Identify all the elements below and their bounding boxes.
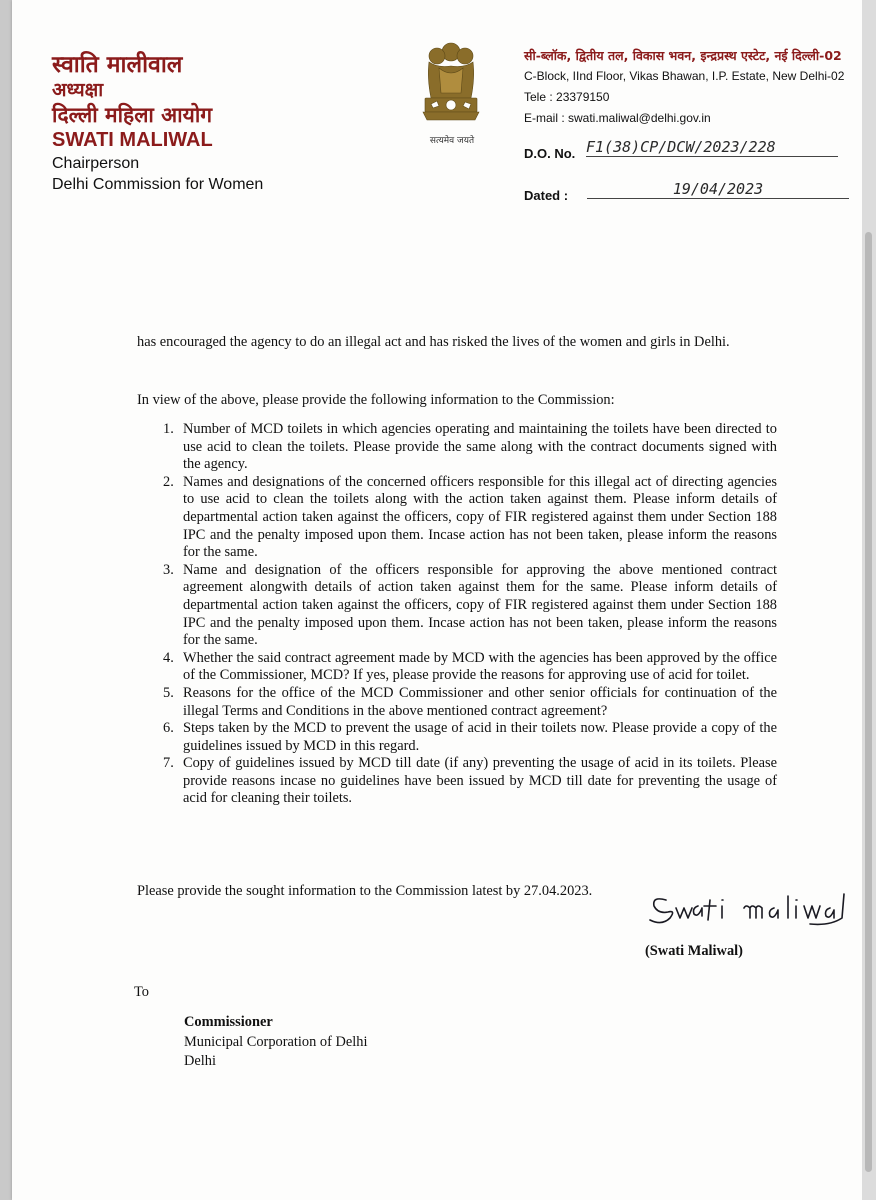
recipient-organization: Municipal Corporation of Delhi [184, 1033, 368, 1050]
scrollbar-thumb[interactable] [865, 232, 872, 1172]
list-item [137, 421, 777, 474]
list-item [137, 650, 777, 685]
list-item-number: 2. [163, 473, 174, 490]
list-item-number: 5. [163, 684, 174, 701]
list-item-number: 1. [163, 421, 174, 437]
org-hindi: दिल्ली महिला आयोग [52, 103, 213, 127]
list-item [137, 755, 777, 808]
list-item-text: Name and designation of the officers responsible for approving the above mentioned contract agreement alongwith details of action taken against them for the same. Please inform details of departmental action taken against the officers, copy of FIR registered against them under Section 188 IPC and the penalty imposed upon them. Incase action has not been taken, please inform the reasons for the same. [183, 561, 777, 649]
list-item [137, 720, 777, 755]
dated-label: Dated : [524, 188, 569, 203]
address-english: C-Block, IInd Floor, Vikas Bhawan, I.P. Estate, New Delhi-02 [524, 69, 845, 83]
list-item-number: 4. [163, 649, 174, 666]
handwritten-signature [640, 888, 850, 932]
email: E-mail : swati.maliwal@delhi.gov.in [524, 111, 711, 125]
name-hindi: स्वाति मालीवाल [52, 52, 183, 78]
title-english: Chairperson [52, 155, 140, 172]
emblem-motto: सत्यमेव जयते [429, 136, 475, 146]
list-item-text: Steps taken by the MCD to prevent the usage of acid in their toilets now. Please provide a copy of the guidelines issued by MCD in this regard. [183, 720, 777, 754]
telephone: Tele : 23379150 [524, 90, 610, 104]
recipient-city: Delhi [184, 1053, 216, 1069]
name-english: SWATI MALIWAL [52, 129, 213, 151]
signatory-name: (Swati Maliwal) [645, 943, 743, 959]
do-number-value: F1(38)CP/DCW/2023/228 [586, 138, 838, 157]
letter-page [12, 0, 862, 1200]
address-hindi: सी-ब्लॉक, द्वितीय तल, विकास भवन, इन्द्रप्रस्थ एस्टेट, नई दिल्ली-02 [524, 48, 842, 63]
list-item [137, 562, 777, 650]
letterhead-left [52, 52, 263, 195]
letterhead-right [524, 46, 844, 128]
do-number-label: D.O. No. [524, 146, 576, 161]
recipient-address [184, 1013, 367, 1072]
dated-value: 19/04/2023 [587, 180, 849, 199]
paragraph-intro: has encouraged the agency to do an illegal act and has risked the lives of the women and girls in Delhi. [137, 334, 730, 350]
list-item-text: Copy of guidelines issued by MCD till date (if any) preventing the usage of acid in its toilets. Please provide reasons incase no guidelines have been issued by MCD till date for preventing the usage of acid for cleaning their toilets. [183, 755, 777, 807]
org-english: Delhi Commission for Women [52, 176, 264, 193]
list-item [137, 474, 777, 562]
list-item-number: 3. [163, 561, 174, 578]
paragraph-deadline: Please provide the sought information to the Commission latest by 27.04.2023. [137, 883, 593, 899]
request-list [137, 421, 777, 808]
list-item-text: Number of MCD toilets in which agencies operating and maintaining the toilets have been directed to use acid to clean the toilets. Please provide the same along with the contract documents signed with the agency. [183, 421, 777, 473]
title-hindi: अध्यक्षा [52, 79, 104, 101]
recipient-title: Commissioner [184, 1014, 273, 1030]
list-item-number: 7. [163, 755, 174, 772]
list-item [137, 685, 777, 720]
paragraph-request-lead: In view of the above, please provide the following information to the Commission: [137, 392, 615, 408]
list-item-number: 6. [163, 720, 174, 737]
list-item-text: Whether the said contract agreement made by MCD with the agencies has been approved by the office of the Commissioner, MCD? If yes, please provide the reasons for approving use of acid for toilet. [183, 649, 777, 684]
list-item-text: Names and designations of the concerned officers responsible for this illegal act of directing agencies to use acid to clean the toilets along with the action taken against them. Please inform details of departmental action taken against the officers, copy of FIR registered against them under Section 188 IPC and the penalty imposed upon them. Incase action has not been taken, please inform the reasons for the same. [183, 473, 777, 561]
to-label: To [134, 984, 149, 1000]
list-item-text: Reasons for the office of the MCD Commissioner and other senior officials for continuation of the illegal Terms and Conditions in the above mentioned contract agreement? [183, 684, 777, 719]
